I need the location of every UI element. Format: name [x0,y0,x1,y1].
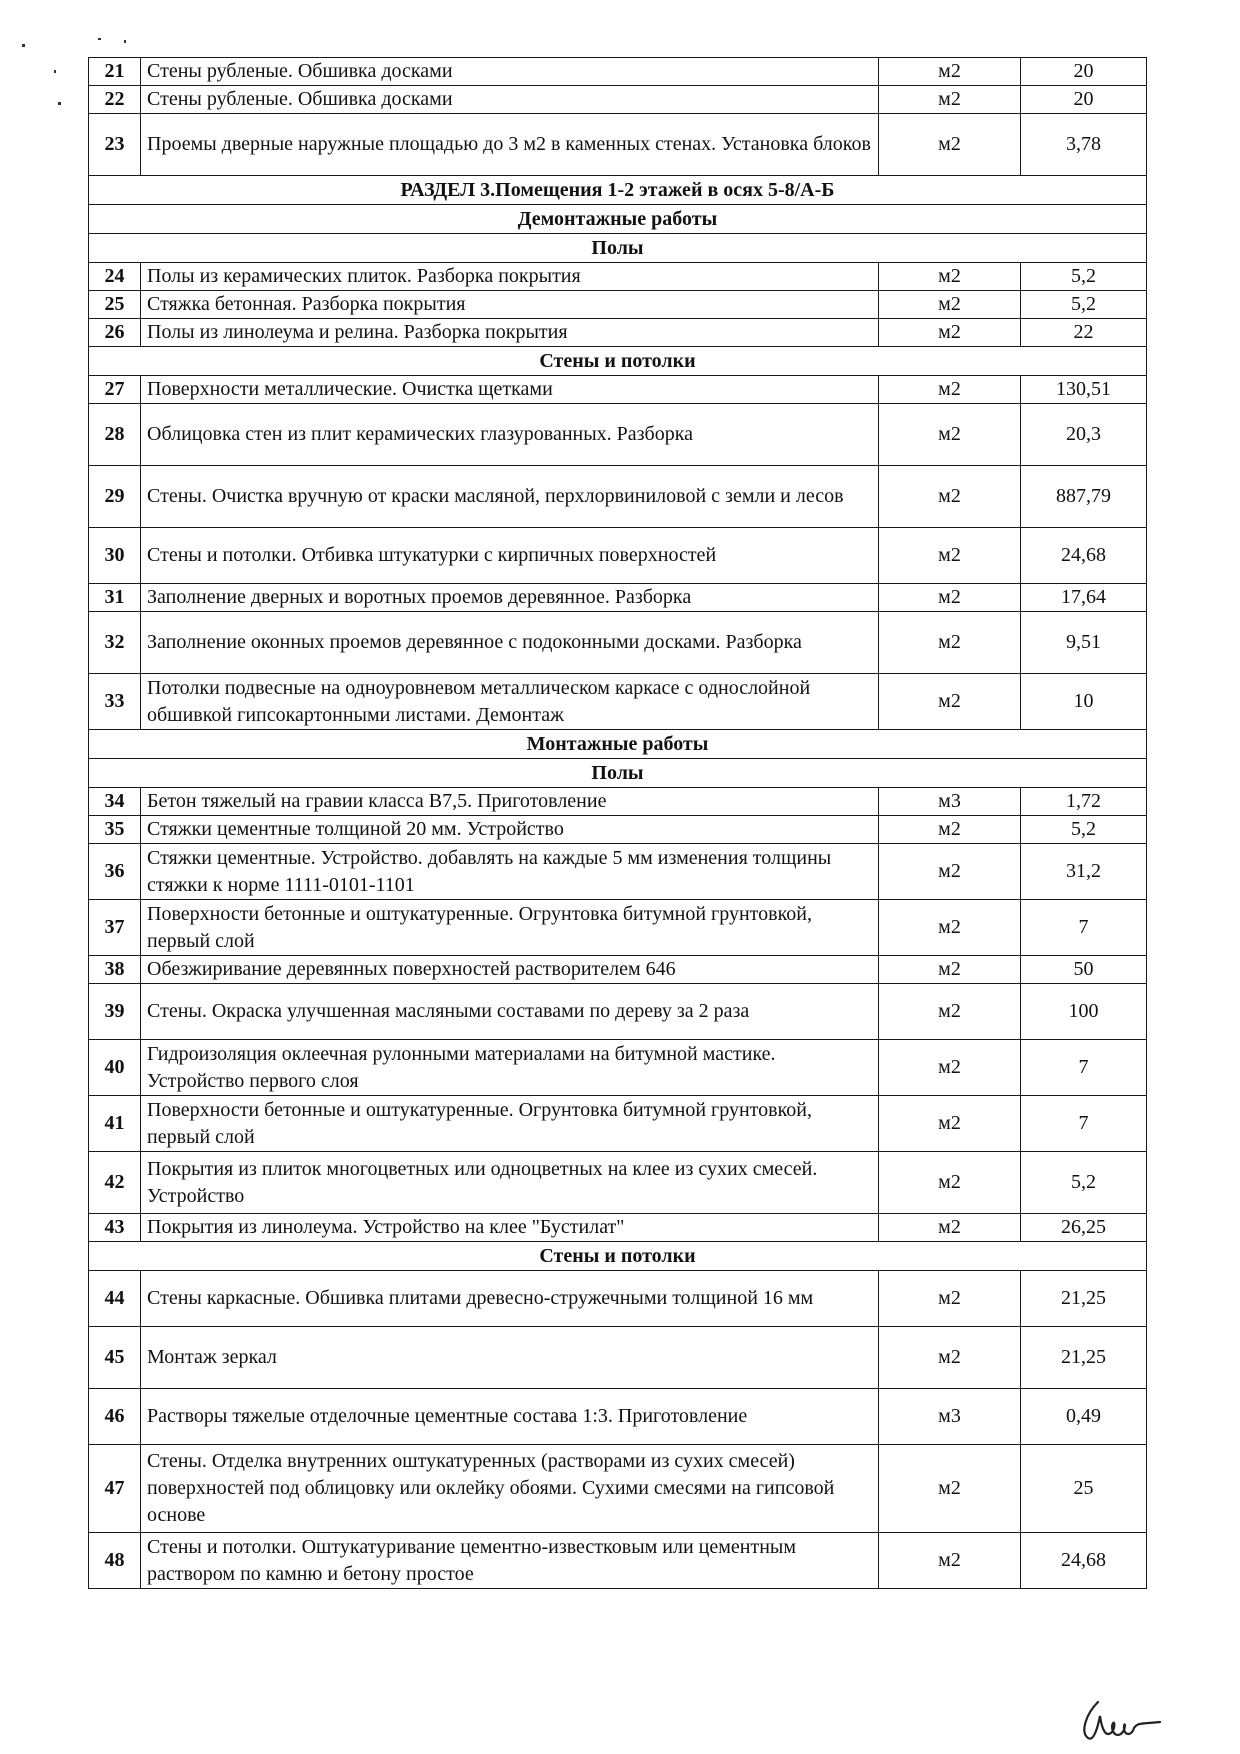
unit-of-measure: м2 [879,528,1021,584]
unit-of-measure: м2 [879,584,1021,612]
table-row [89,404,1147,466]
work-name: Покрытия из линолеума. Устройство на клее "Бустилат" [141,1214,879,1242]
table-row [89,788,1147,816]
section-title: Полы [89,234,1147,263]
section-title: Полы [89,759,1147,788]
table-row [89,114,1147,176]
works-table [88,57,1147,1589]
work-name: Стены. Очистка вручную от краски масляной, перхлорвиниловой с земли и лесов [141,466,879,528]
item-number: 33 [89,674,141,730]
works-table-body [89,58,1147,1589]
section-title: РАЗДЕЛ 3.Помещения 1-2 этажей в осях 5-8/А-Б [89,176,1147,205]
work-name: Поверхности бетонные и оштукатуренные. Огрунтовка битумной грунтовкой, первый слой [141,1096,879,1152]
signature [1068,1696,1168,1746]
section-header-row [89,1242,1147,1271]
quantity: 24,68 [1021,528,1147,584]
section-header-row [89,205,1147,234]
item-number: 32 [89,612,141,674]
unit-of-measure: м2 [879,612,1021,674]
unit-of-measure: м2 [879,956,1021,984]
item-number: 36 [89,844,141,900]
unit-of-measure: м2 [879,291,1021,319]
work-name: Заполнение оконных проемов деревянное с подоконными досками. Разборка [141,612,879,674]
unit-of-measure: м2 [879,376,1021,404]
quantity: 7 [1021,1096,1147,1152]
item-number: 35 [89,816,141,844]
section-title: Монтажные работы [89,730,1147,759]
quantity: 20 [1021,86,1147,114]
work-name: Полы из линолеума и релина. Разборка покрытия [141,319,879,347]
unit-of-measure: м3 [879,1389,1021,1445]
work-name: Поверхности бетонные и оштукатуренные. Огрунтовка битумной грунтовкой, первый слой [141,900,879,956]
section-header-row [89,730,1147,759]
table-row [89,844,1147,900]
item-number: 46 [89,1389,141,1445]
quantity: 9,51 [1021,612,1147,674]
quantity: 5,2 [1021,1152,1147,1214]
section-header-row [89,347,1147,376]
unit-of-measure: м2 [879,674,1021,730]
section-header-row [89,234,1147,263]
work-name: Проемы дверные наружные площадью до 3 м2 в каменных стенах. Установка блоков [141,114,879,176]
work-name: Потолки подвесные на одноуровневом металлическом каркасе с однослойной обшивкой гипсокартонными листами. Демонтаж [141,674,879,730]
section-title: Стены и потолки [89,1242,1147,1271]
scan-speck [124,40,126,43]
work-name: Стяжки цементные толщиной 20 мм. Устройство [141,816,879,844]
unit-of-measure: м2 [879,844,1021,900]
item-number: 42 [89,1152,141,1214]
table-row [89,528,1147,584]
table-row [89,984,1147,1040]
table-row [89,1389,1147,1445]
section-header-row [89,759,1147,788]
unit-of-measure: м2 [879,114,1021,176]
work-name: Стены рубленые. Обшивка досками [141,58,879,86]
table-row [89,1533,1147,1589]
item-number: 30 [89,528,141,584]
item-number: 28 [89,404,141,466]
unit-of-measure: м2 [879,1271,1021,1327]
quantity: 5,2 [1021,816,1147,844]
table-row [89,584,1147,612]
table-row [89,1327,1147,1389]
quantity: 17,64 [1021,584,1147,612]
unit-of-measure: м2 [879,984,1021,1040]
quantity: 100 [1021,984,1147,1040]
quantity: 31,2 [1021,844,1147,900]
quantity: 5,2 [1021,291,1147,319]
unit-of-measure: м2 [879,1096,1021,1152]
quantity: 5,2 [1021,263,1147,291]
work-name: Бетон тяжелый на гравии класса B7,5. Приготовление [141,788,879,816]
quantity: 21,25 [1021,1271,1147,1327]
item-number: 31 [89,584,141,612]
table-row [89,291,1147,319]
quantity: 130,51 [1021,376,1147,404]
work-name: Обезжиривание деревянных поверхностей растворителем 646 [141,956,879,984]
unit-of-measure: м2 [879,1327,1021,1389]
work-name: Стены и потолки. Оштукатуривание цементно-известковым или цементным раствором по камню и бетону простое [141,1533,879,1589]
table-row [89,956,1147,984]
item-number: 34 [89,788,141,816]
quantity: 3,78 [1021,114,1147,176]
quantity: 50 [1021,956,1147,984]
unit-of-measure: м2 [879,816,1021,844]
unit-of-measure: м2 [879,1214,1021,1242]
table-row [89,1445,1147,1533]
work-name: Полы из керамических плиток. Разборка покрытия [141,263,879,291]
item-number: 37 [89,900,141,956]
work-name: Покрытия из плиток многоцветных или одноцветных на клее из сухих смесей. Устройство [141,1152,879,1214]
work-name: Растворы тяжелые отделочные цементные состава 1:3. Приготовление [141,1389,879,1445]
quantity: 20,3 [1021,404,1147,466]
item-number: 45 [89,1327,141,1389]
section-header-row [89,176,1147,205]
work-name: Стены и потолки. Отбивка штукатурки с кирпичных поверхностей [141,528,879,584]
work-name: Стены. Окраска улучшенная масляными составами по дереву за 2 раза [141,984,879,1040]
item-number: 38 [89,956,141,984]
quantity: 887,79 [1021,466,1147,528]
work-name: Стены рубленые. Обшивка досками [141,86,879,114]
table-row [89,1271,1147,1327]
item-number: 27 [89,376,141,404]
item-number: 23 [89,114,141,176]
work-name: Стяжки цементные. Устройство. добавлять на каждые 5 мм изменения толщины стяжки к норме 1111-0101-1101 [141,844,879,900]
table-row [89,674,1147,730]
unit-of-measure: м2 [879,263,1021,291]
item-number: 25 [89,291,141,319]
table-row [89,58,1147,86]
item-number: 40 [89,1040,141,1096]
quantity: 7 [1021,900,1147,956]
work-name: Монтаж зеркал [141,1327,879,1389]
item-number: 41 [89,1096,141,1152]
table-row [89,1040,1147,1096]
item-number: 21 [89,58,141,86]
item-number: 44 [89,1271,141,1327]
item-number: 43 [89,1214,141,1242]
quantity: 25 [1021,1445,1147,1533]
scan-speck [98,38,101,40]
unit-of-measure: м2 [879,86,1021,114]
table-row [89,1152,1147,1214]
scan-speck [22,44,25,47]
item-number: 47 [89,1445,141,1533]
unit-of-measure: м2 [879,1040,1021,1096]
unit-of-measure: м2 [879,58,1021,86]
work-name: Стены каркасные. Обшивка плитами древесно-стружечными толщиной 16 мм [141,1271,879,1327]
work-name: Заполнение дверных и воротных проемов деревянное. Разборка [141,584,879,612]
unit-of-measure: м2 [879,1445,1021,1533]
work-name: Стены. Отделка внутренних оштукатуренных (растворами из сухих смесей) поверхностей под облицовку или оклейку обоями. Сухими смесями на гипсовой основе [141,1445,879,1533]
quantity: 24,68 [1021,1533,1147,1589]
table-row [89,612,1147,674]
table-row [89,1214,1147,1242]
item-number: 39 [89,984,141,1040]
unit-of-measure: м2 [879,319,1021,347]
table-row [89,319,1147,347]
unit-of-measure: м2 [879,900,1021,956]
table-row [89,376,1147,404]
quantity: 22 [1021,319,1147,347]
unit-of-measure: м2 [879,1533,1021,1589]
work-name: Поверхности металлические. Очистка щетками [141,376,879,404]
work-name: Облицовка стен из плит керамических глазурованных. Разборка [141,404,879,466]
quantity: 1,72 [1021,788,1147,816]
quantity: 0,49 [1021,1389,1147,1445]
table-row [89,86,1147,114]
section-title: Демонтажные работы [89,205,1147,234]
quantity: 10 [1021,674,1147,730]
item-number: 22 [89,86,141,114]
unit-of-measure: м3 [879,788,1021,816]
item-number: 24 [89,263,141,291]
quantity: 26,25 [1021,1214,1147,1242]
unit-of-measure: м2 [879,1152,1021,1214]
item-number: 26 [89,319,141,347]
work-name: Стяжка бетонная. Разборка покрытия [141,291,879,319]
table-row [89,466,1147,528]
section-title: Стены и потолки [89,347,1147,376]
quantity: 20 [1021,58,1147,86]
scan-speck [54,70,56,73]
quantity: 7 [1021,1040,1147,1096]
item-number: 29 [89,466,141,528]
unit-of-measure: м2 [879,466,1021,528]
table-row [89,816,1147,844]
scan-speck [58,102,61,105]
item-number: 48 [89,1533,141,1589]
unit-of-measure: м2 [879,404,1021,466]
table-row [89,263,1147,291]
table-row [89,1096,1147,1152]
table-row [89,900,1147,956]
quantity: 21,25 [1021,1327,1147,1389]
work-name: Гидроизоляция оклеечная рулонными материалами на битумной мастике. Устройство первого слоя [141,1040,879,1096]
